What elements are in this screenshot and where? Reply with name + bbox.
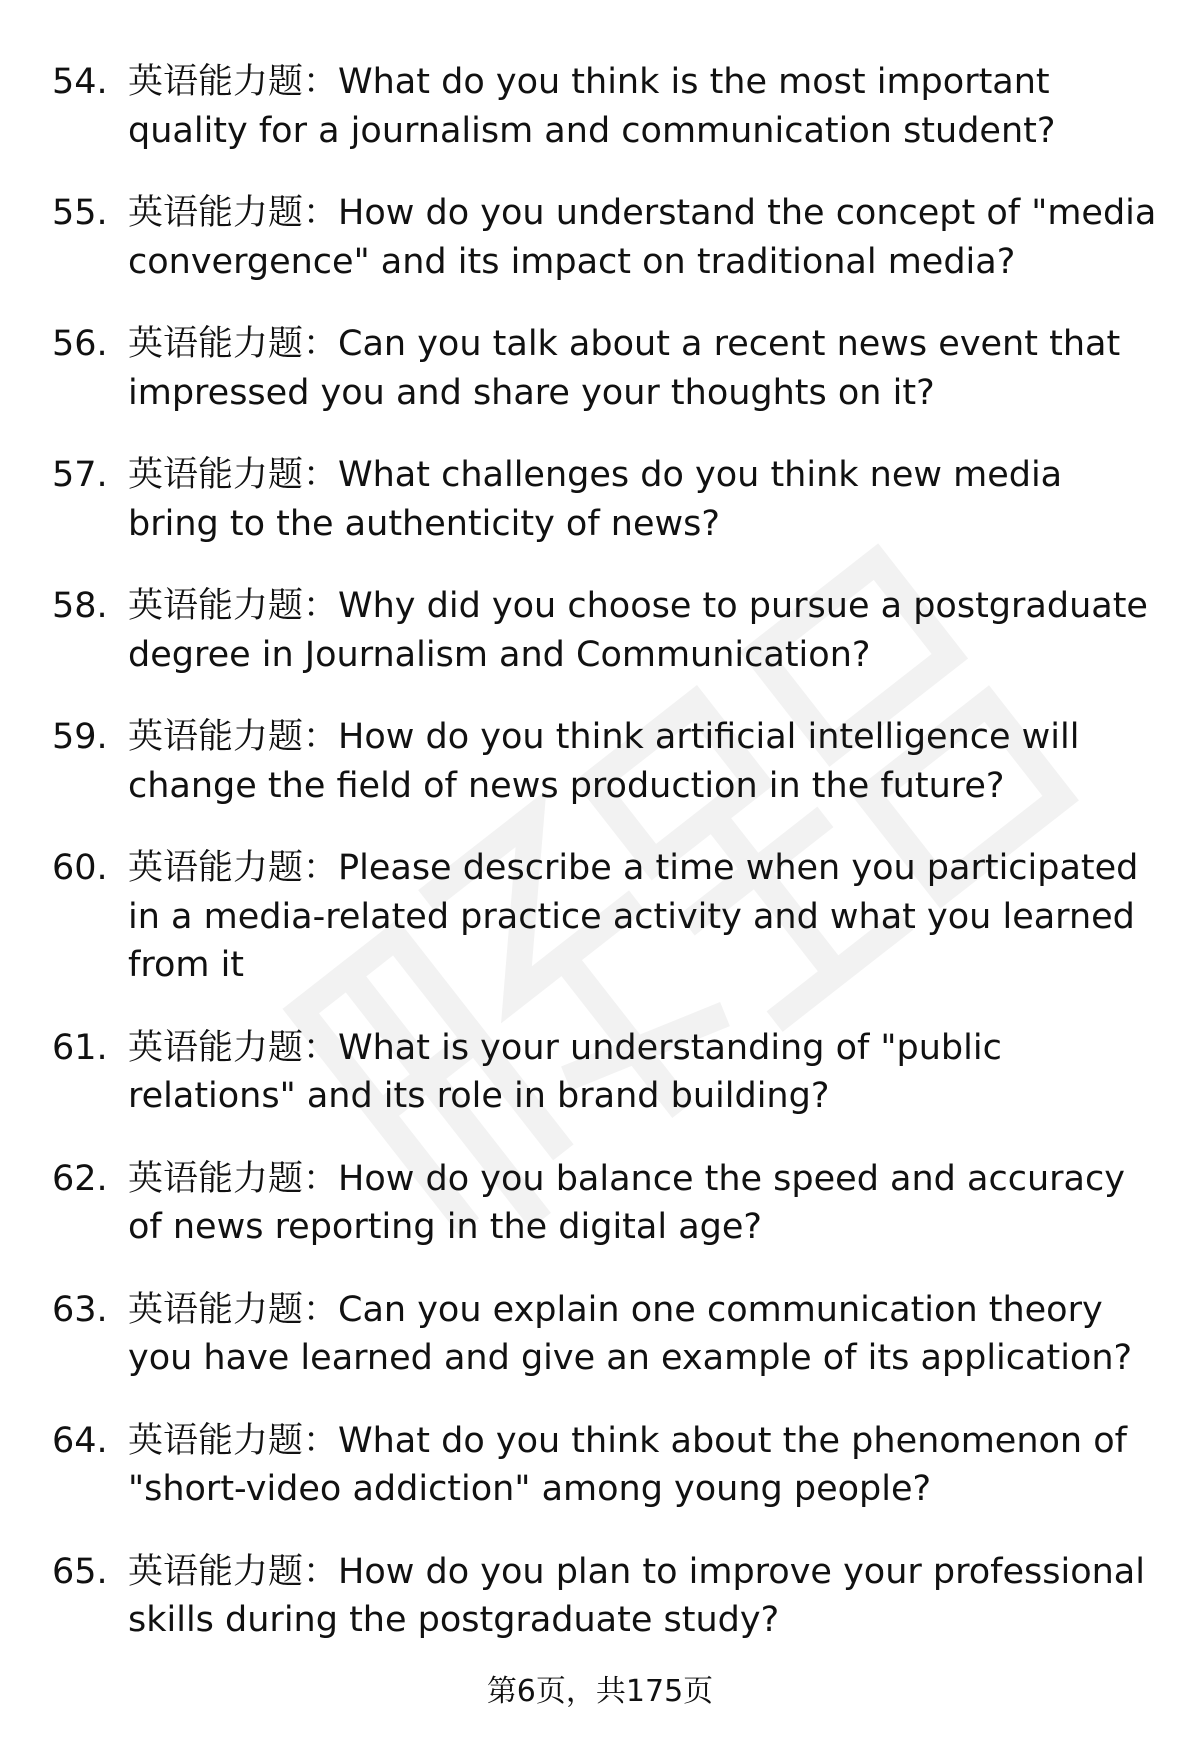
question-number: 61. bbox=[52, 1027, 108, 1068]
list-item bbox=[52, 451, 1162, 548]
question-tag: 英语能力题： bbox=[128, 62, 339, 102]
question-body: What is your understanding of "public relations" and its role in brand building? bbox=[128, 1027, 1002, 1116]
question-text bbox=[128, 1417, 1162, 1514]
question-number: 54. bbox=[52, 62, 108, 102]
question-body: Why did you choose to pursue a postgraduate degree in Journalism and Communication? bbox=[128, 586, 1148, 675]
list-item bbox=[52, 844, 1162, 990]
question-body: What do you think is the most important quality for a journalism and communication student? bbox=[128, 62, 1056, 151]
question-tag: 英语能力题： bbox=[128, 1158, 339, 1199]
question-tag: 英语能力题： bbox=[128, 1289, 339, 1330]
question-tag: 英语能力题： bbox=[128, 324, 339, 364]
question-body: Can you explain one communication theory you have learned and give an example of its application? bbox=[128, 1289, 1133, 1378]
question-tag: 英语能力题： bbox=[128, 455, 339, 495]
question-tag: 英语能力题： bbox=[128, 848, 339, 888]
question-number: 57. bbox=[52, 455, 108, 495]
question-body: Can you talk about a recent news event that impressed you and share your thoughts on it? bbox=[128, 324, 1121, 413]
question-number: 62. bbox=[52, 1158, 108, 1199]
question-text bbox=[128, 1548, 1162, 1645]
question-body: What challenges do you think new media bring to the authenticity of news? bbox=[128, 455, 1063, 544]
question-text bbox=[128, 320, 1162, 417]
question-number: 56. bbox=[52, 324, 108, 364]
question-text bbox=[128, 582, 1162, 679]
list-item bbox=[52, 1024, 1162, 1121]
question-body: What do you think about the phenomenon of "short-video addiction" among young people? bbox=[128, 1420, 1127, 1509]
question-text bbox=[128, 451, 1162, 548]
question-body: How do you plan to improve your professional skills during the postgraduate study? bbox=[128, 1551, 1145, 1640]
list-item bbox=[52, 582, 1162, 679]
list-item bbox=[52, 58, 1162, 155]
question-body: How do you think artificial intelligence will change the field of news production in the future? bbox=[128, 717, 1080, 806]
question-number: 58. bbox=[52, 586, 108, 626]
question-tag: 英语能力题： bbox=[128, 1551, 339, 1592]
question-text bbox=[128, 1024, 1162, 1121]
question-number: 60. bbox=[52, 848, 108, 888]
list-item bbox=[52, 713, 1162, 810]
question-text bbox=[128, 189, 1162, 286]
question-number: 65. bbox=[52, 1551, 108, 1592]
question-tag: 英语能力题： bbox=[128, 1420, 339, 1461]
question-tag: 英语能力题： bbox=[128, 586, 339, 626]
question-body: How do you balance the speed and accuracy of news reporting in the digital age? bbox=[128, 1158, 1125, 1247]
question-tag: 英语能力题： bbox=[128, 193, 339, 233]
question-text bbox=[128, 713, 1162, 810]
question-number: 63. bbox=[52, 1289, 108, 1330]
question-number: 55. bbox=[52, 193, 108, 233]
question-text bbox=[128, 1155, 1162, 1252]
question-number: 59. bbox=[52, 717, 108, 757]
list-item bbox=[52, 1417, 1162, 1514]
question-tag: 英语能力题： bbox=[128, 1027, 339, 1068]
list-item bbox=[52, 320, 1162, 417]
question-number: 64. bbox=[52, 1420, 108, 1461]
list-item bbox=[52, 1548, 1162, 1645]
list-item bbox=[52, 189, 1162, 286]
question-text bbox=[128, 58, 1162, 155]
question-body: Please describe a time when you participated in a media-related practice activity and what you learned from it bbox=[128, 848, 1139, 985]
page-number-footer: 第6页，共175页 bbox=[486, 1674, 714, 1709]
question-list bbox=[52, 58, 1162, 1679]
question-text bbox=[128, 844, 1162, 990]
list-item bbox=[52, 1286, 1162, 1383]
question-body: How do you understand the concept of "media convergence" and its impact on traditional media? bbox=[128, 193, 1157, 282]
question-tag: 英语能力题： bbox=[128, 717, 339, 757]
list-item bbox=[52, 1155, 1162, 1252]
question-text bbox=[128, 1286, 1162, 1383]
